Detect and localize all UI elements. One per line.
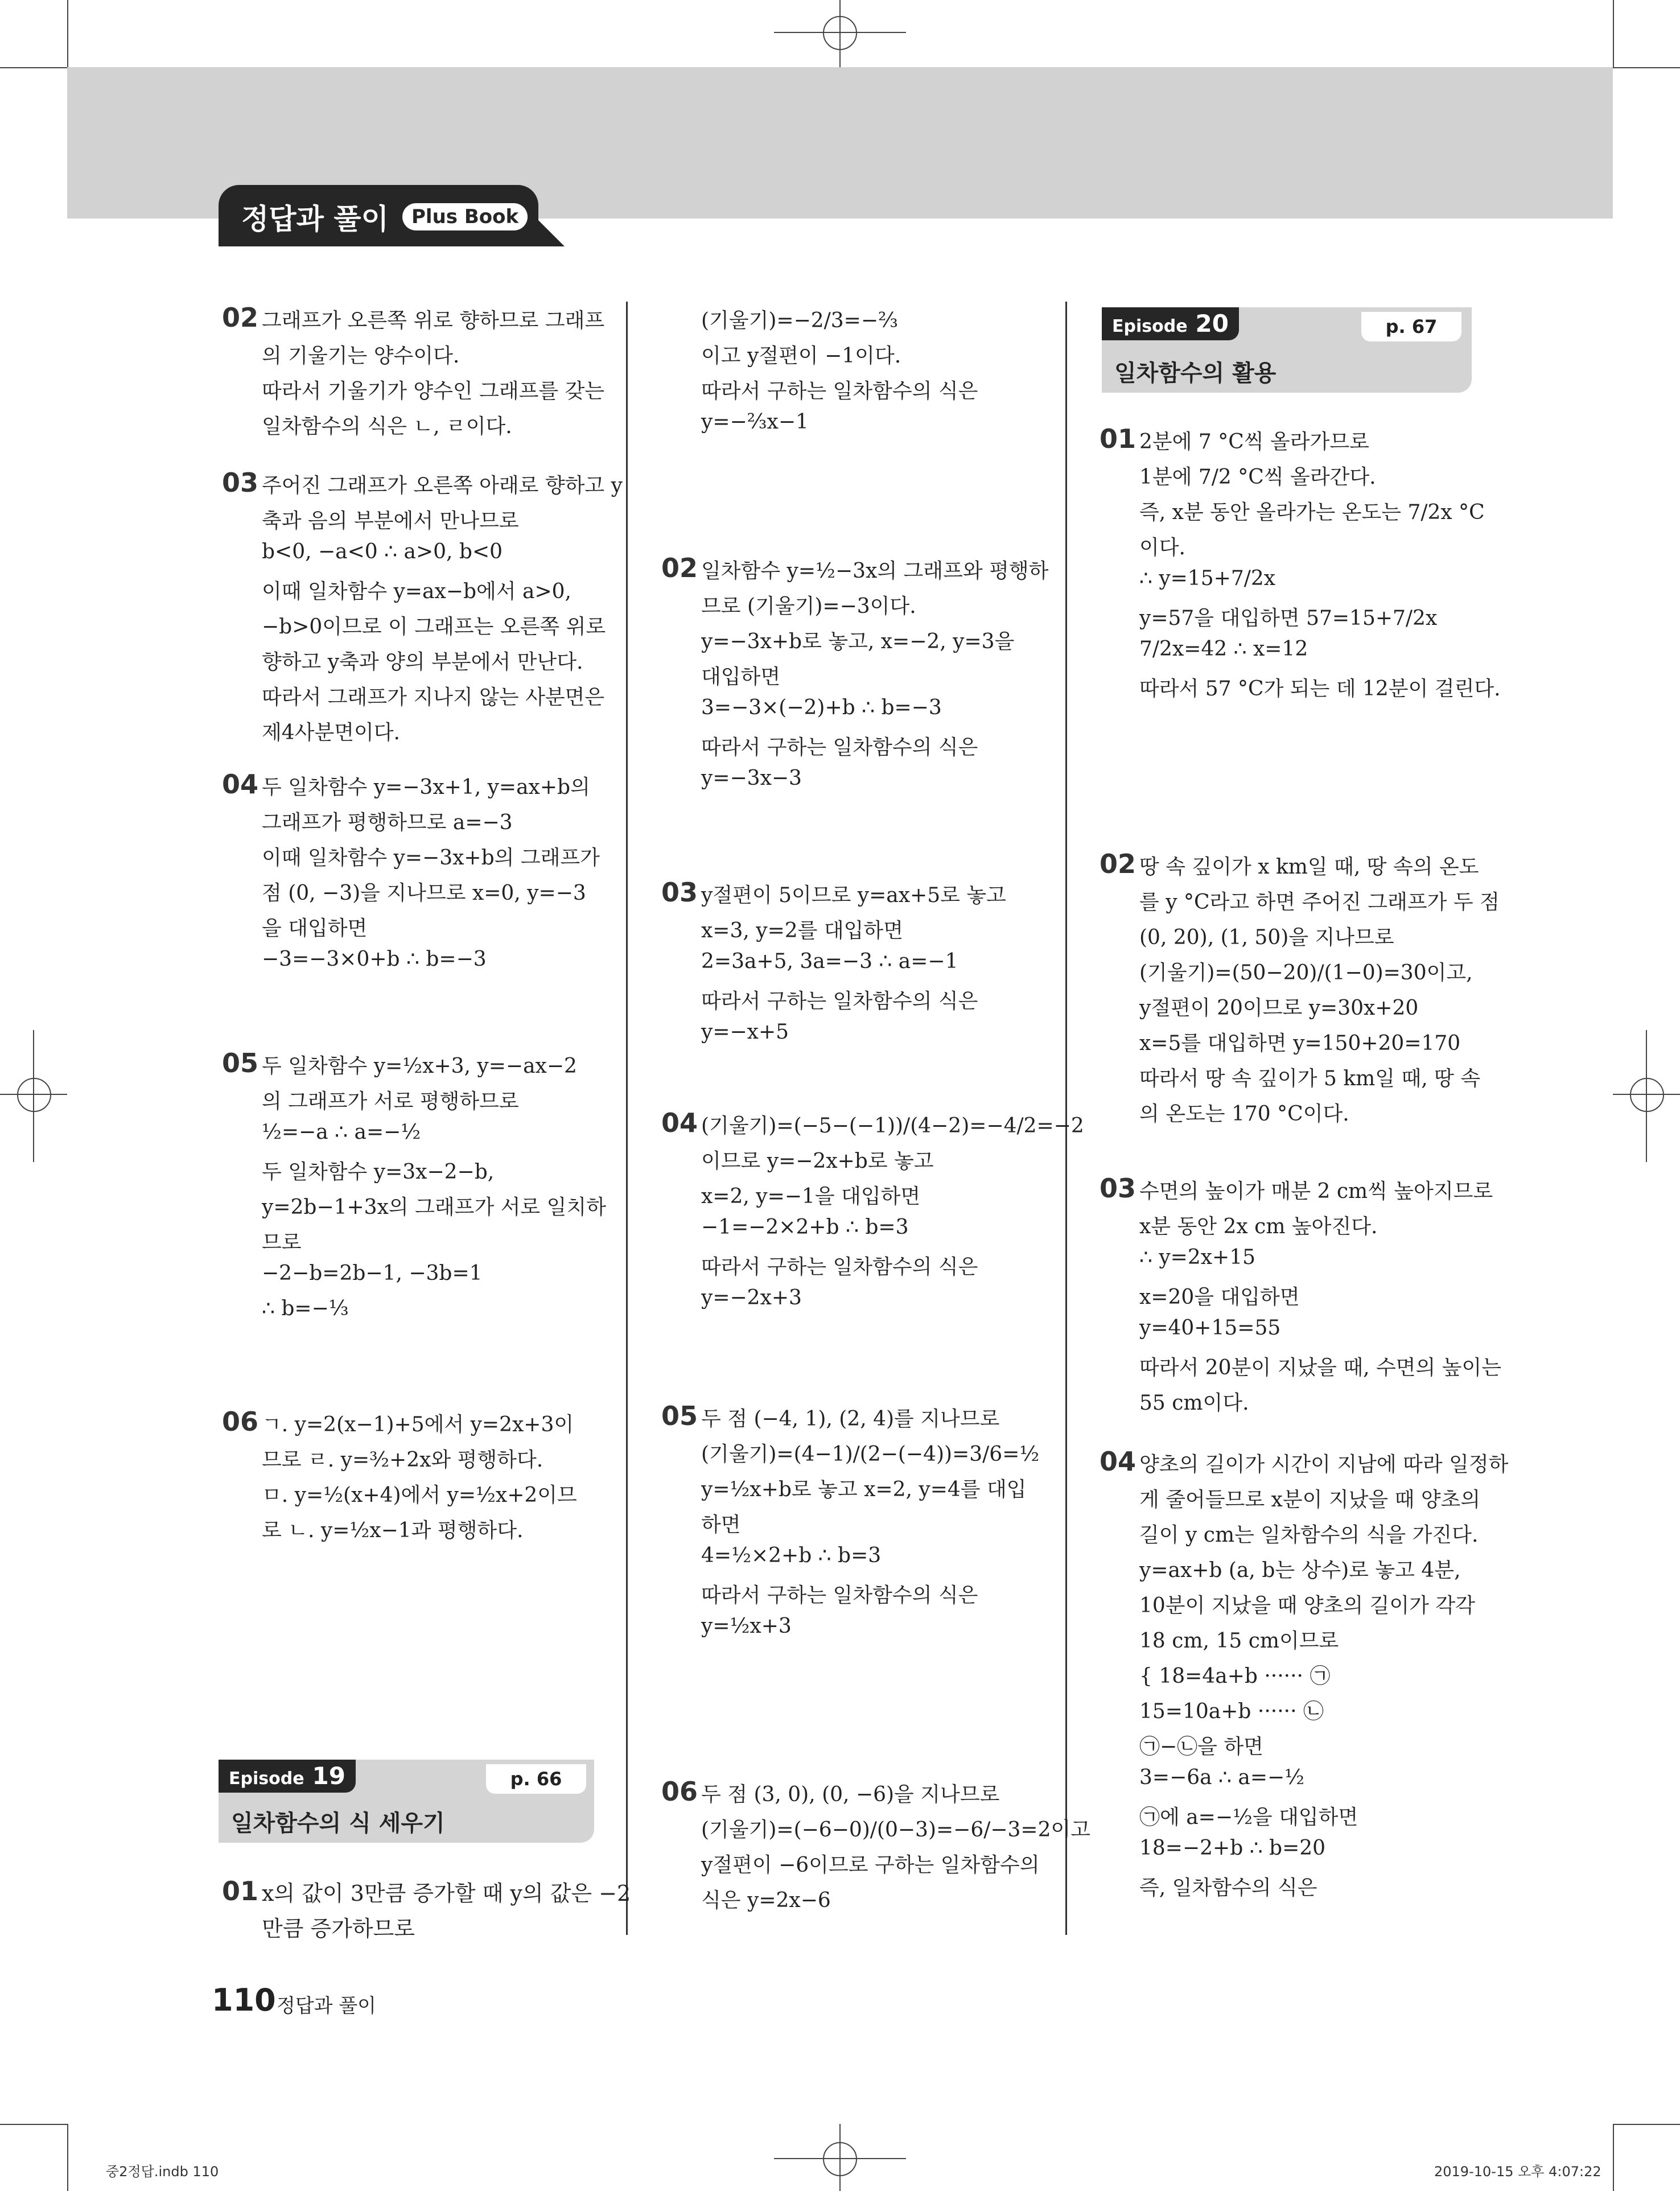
episode-number: 19 [312,1762,345,1790]
solution-line: (기울기)=(50−20)/(1−0)=30이고, [1139,961,1473,985]
crop-mark [0,67,67,68]
section-title-tab [219,185,538,246]
solution-line: 두 일차함수 y=½x+3, y=−ax−2 [262,1055,577,1078]
episode-19-title: 일차함수의 식 세우기 [231,1810,445,1836]
solution-line: 18 cm, 15 cm이므로 [1139,1629,1339,1653]
solution-line: ∴ b=−⅓ [262,1297,349,1320]
problem-number: 03 [661,877,698,908]
crop-mark [67,0,68,67]
solution-line: 15=10a+b ······ ㉡ [1139,1700,1324,1723]
section-title: 정답과 풀이 [241,203,389,236]
solution-line: y=ax+b (a, b는 상수)로 놓고 4분, [1139,1559,1461,1582]
solution-line: 므로 [262,1231,302,1254]
solution-line: y=−3x+b로 놓고, x=−2, y=3을 [701,630,1015,653]
solution-line: 따라서 20분이 지났을 때, 수면의 높이는 [1139,1356,1502,1379]
episode-label: Episode [229,1769,304,1789]
solution-line: 즉, x분 동안 올라가는 온도는 7/2x °C [1139,501,1485,524]
solution-line: 향하고 y축과 양의 부분에서 만난다. [262,650,583,674]
problem-number: 03 [222,467,259,498]
solution-line: 따라서 57 °C가 되는 데 12분이 걸린다. [1139,677,1501,701]
problem-number: 04 [1100,1446,1137,1477]
solution-line: (기울기)=−2/3=−⅔ [701,309,898,332]
solution-line: 따라서 기울기가 양수인 그래프를 갖는 [262,380,605,403]
solution-line: { 18=4a+b ······ ㉠ [1139,1665,1331,1688]
registration-circle [823,2142,857,2176]
solution-line: 식은 y=2x−6 [701,1889,831,1912]
solution-line: ㉠−㉡을 하면 [1139,1735,1263,1758]
solution-line: 일차함수 y=½−3x의 그래프와 평행하 [701,559,1049,583]
solution-line: 일차함수의 식은 ㄴ, ㄹ이다. [262,415,512,438]
solution-line: (기울기)=(4−1)/(2−(−4))=3/6=½ [701,1443,1040,1466]
solution-line: ㅁ. y=½(x+4)에서 y=½x+2이므 [262,1484,577,1507]
problem-number: 05 [222,1048,259,1078]
solution-line: x=5를 대입하면 y=150+20=170 [1139,1032,1461,1055]
registration-circle [1630,1078,1664,1112]
solution-line: y절편이 20이므로 y=30x+20 [1139,996,1419,1020]
solution-line: 7/2x=42 ∴ x=12 [1139,637,1308,661]
solution-line: 3=−6a ∴ a=−½ [1139,1766,1305,1789]
solution-line: x=3, y=2를 대입하면 [701,919,903,942]
problem-number: 02 [1100,849,1137,879]
solution-line: 이고 y절편이 −1이다. [701,344,901,368]
solution-line: 따라서 구하는 일차함수의 식은 [701,990,978,1013]
problem-number: 02 [222,302,259,333]
solution-line: y=2b−1+3x의 그래프가 서로 일치하 [262,1196,606,1219]
column-divider [626,302,628,1935]
solution-line: 게 줄어들므로 x분이 지났을 때 양초의 [1139,1488,1481,1512]
solution-line: x의 값이 3만큼 증가할 때 y의 값은 −2 [262,1881,631,1906]
solution-line: 따라서 구하는 일차함수의 식은 [701,736,978,759]
solution-line: −1=−2×2+b ∴ b=3 [701,1216,909,1239]
solution-line: 이므로 y=−2x+b로 놓고 [701,1150,934,1173]
problem-number: 02 [661,553,698,583]
solution-line: y=−x+5 [701,1020,789,1044]
solution-line: 즉, 일차함수의 식은 [1139,1876,1317,1900]
solution-line: 이때 일차함수 y=ax−b에서 a>0, [262,580,571,603]
solution-line: ∴ y=2x+15 [1139,1246,1256,1269]
solution-line: 므로 (기울기)=−3이다. [701,595,916,618]
print-slug-right: 2019-10-15 오후 4:07:22 [1434,2164,1601,2180]
solution-line: 하면 [701,1513,741,1537]
solution-line: 두 점 (3, 0), (0, −6)을 지나므로 [701,1783,1000,1806]
solution-line: y=−⅔x−1 [701,410,809,434]
footer-label: 정답과 풀이 [277,1995,377,2017]
solution-line: ∴ y=15+7/2x [1139,567,1276,590]
solution-line: (기울기)=(−5−(−1))/(4−2)=−4/2=−2 [701,1114,1084,1138]
solution-line: 18=−2+b ∴ b=20 [1139,1836,1326,1860]
solution-line: x분 동안 2x cm 높아진다. [1139,1215,1378,1238]
problem-number: 03 [1100,1173,1137,1204]
solution-line: 그래프가 평행하므로 a=−3 [262,811,513,834]
problem-number: 04 [222,769,259,800]
solution-line: 를 y °C라고 하면 주어진 그래프가 두 점 [1139,891,1500,914]
solution-line: 이다. [1139,536,1185,559]
solution-line: 따라서 구하는 일차함수의 식은 [701,380,978,403]
solution-line: x=20을 대입하면 [1139,1286,1300,1309]
solution-line: −b>0이므로 이 그래프는 오른쪽 위로 [262,615,606,639]
solution-line: b<0, −a<0 ∴ a>0, b<0 [262,540,503,563]
solution-line: 주어진 그래프가 오른쪽 아래로 향하고 y [262,474,623,497]
solution-line: (0, 20), (1, 50)을 지나므로 [1139,926,1394,949]
solution-line: 만큼 증가하므로 [262,1916,415,1941]
solution-line: ㄱ. y=2(x−1)+5에서 y=2x+3이 [262,1413,574,1436]
crop-mark [0,2124,67,2125]
solution-line: 의 기울기는 양수이다. [262,344,460,368]
solution-line: x=2, y=−1을 대입하면 [701,1185,921,1208]
solution-line: 두 일차함수 y=3x−2−b, [262,1160,495,1184]
solution-line: y절편이 −6이므로 구하는 일차함수의 [701,1854,1040,1877]
solution-line: y=−3x−3 [701,767,802,790]
solution-line: 따라서 그래프가 지나지 않는 사분면은 [262,686,605,709]
solution-line: 을 대입하면 [262,917,368,940]
solution-line: 2분에 7 °C씩 올라가므로 [1139,430,1369,454]
registration-circle [823,16,857,50]
episode-number: 20 [1195,310,1229,337]
problem-number: 04 [661,1107,698,1138]
solution-line: 점 (0, −3)을 지나므로 x=0, y=−3 [262,882,586,905]
solution-line: 두 점 (−4, 1), (2, 4)를 지나므로 [701,1407,1000,1431]
solution-line: 2=3a+5, 3a=−3 ∴ a=−1 [701,950,958,973]
solution-line: 축과 음의 부분에서 만나므로 [262,509,519,533]
solution-line: 1분에 7/2 °C씩 올라간다. [1139,466,1376,489]
solution-line: 의 그래프가 서로 평행하므로 [262,1090,519,1113]
solution-line: 로 ㄴ. y=½x−1과 평행하다. [262,1519,524,1542]
crop-mark [1613,67,1680,68]
solution-line: 양초의 길이가 시간이 지남에 따라 일정하 [1139,1453,1509,1476]
solution-line: −3=−3×0+b ∴ b=−3 [262,948,487,971]
solution-line: 55 cm이다. [1139,1391,1249,1415]
solution-line: 따라서 구하는 일차함수의 식은 [701,1255,978,1279]
solution-line: 따라서 구하는 일차함수의 식은 [701,1584,978,1607]
solution-line: 제4사분면이다. [262,721,401,744]
solution-line: 므로 ㄹ. y=³⁄₂+2x와 평행하다. [262,1448,543,1472]
crop-mark [67,2124,68,2191]
episode-label: Episode [1112,316,1188,336]
solution-line: ㉠에 a=−½을 대입하면 [1139,1806,1358,1829]
solution-line: 두 일차함수 y=−3x+1, y=ax+b의 [262,776,590,799]
solution-line: 대입하면 [701,665,781,689]
episode-20-page: p. 67 [1361,312,1461,341]
problem-number: 06 [661,1776,698,1807]
episode-20-title: 일차함수의 활용 [1114,360,1277,386]
solution-line: (기울기)=(−6−0)/(0−3)=−6/−3=2이고 [701,1818,1091,1842]
solution-line: 땅 속 깊이가 x km일 때, 땅 속의 온도 [1139,855,1479,879]
crop-mark [1613,2124,1614,2191]
solution-line: ½=−a ∴ a=−½ [262,1121,421,1144]
solution-line: 3=−3×(−2)+b ∴ b=−3 [701,696,942,719]
solution-line: 따라서 땅 속 깊이가 5 km일 때, 땅 속 [1139,1067,1481,1090]
episode-19-box [219,1760,594,1843]
crop-mark [1613,0,1614,67]
page-number: 110 [212,1982,276,2018]
problem-number: 06 [222,1406,259,1437]
problem-number: 01 [1100,423,1137,454]
crop-mark [1613,2124,1680,2125]
solution-line: −2−b=2b−1, −3b=1 [262,1262,483,1285]
solution-line: y=−2x+3 [701,1286,802,1309]
solution-line: y=½x+b로 놓고 x=2, y=4를 대입 [701,1478,1027,1501]
solution-line: 수면의 높이가 매분 2 cm씩 높아지므로 [1139,1180,1493,1203]
solution-line: y절편이 5이므로 y=ax+5로 놓고 [701,884,1006,907]
problem-number: 01 [222,1876,259,1906]
print-slug-left: 중2정답.indb 110 [106,2164,219,2180]
registration-circle [17,1078,51,1112]
problem-number: 05 [661,1401,698,1431]
solution-line: y=57을 대입하면 57=15+7/2x [1139,607,1438,630]
solution-line: 의 온도는 170 °C이다. [1139,1102,1349,1126]
solution-line: y=40+15=55 [1139,1316,1281,1340]
plus-book-badge: Plus Book [402,203,528,230]
episode-20-box [1102,307,1472,393]
solution-line: y=½x+3 [701,1615,792,1638]
episode-19-page: p. 66 [486,1764,586,1794]
solution-line: 4=½×2+b ∴ b=3 [701,1544,882,1567]
solution-line: 그래프가 오른쪽 위로 향하므로 그래프 [262,309,605,332]
episode-19-pill [219,1760,356,1793]
episode-20-pill [1102,307,1239,340]
solution-line: 이때 일차함수 y=−3x+b의 그래프가 [262,846,600,870]
solution-line: 10분이 지났을 때 양초의 길이가 각각 [1139,1594,1475,1617]
solution-line: 길이 y cm는 일차함수의 식을 가진다. [1139,1523,1479,1547]
